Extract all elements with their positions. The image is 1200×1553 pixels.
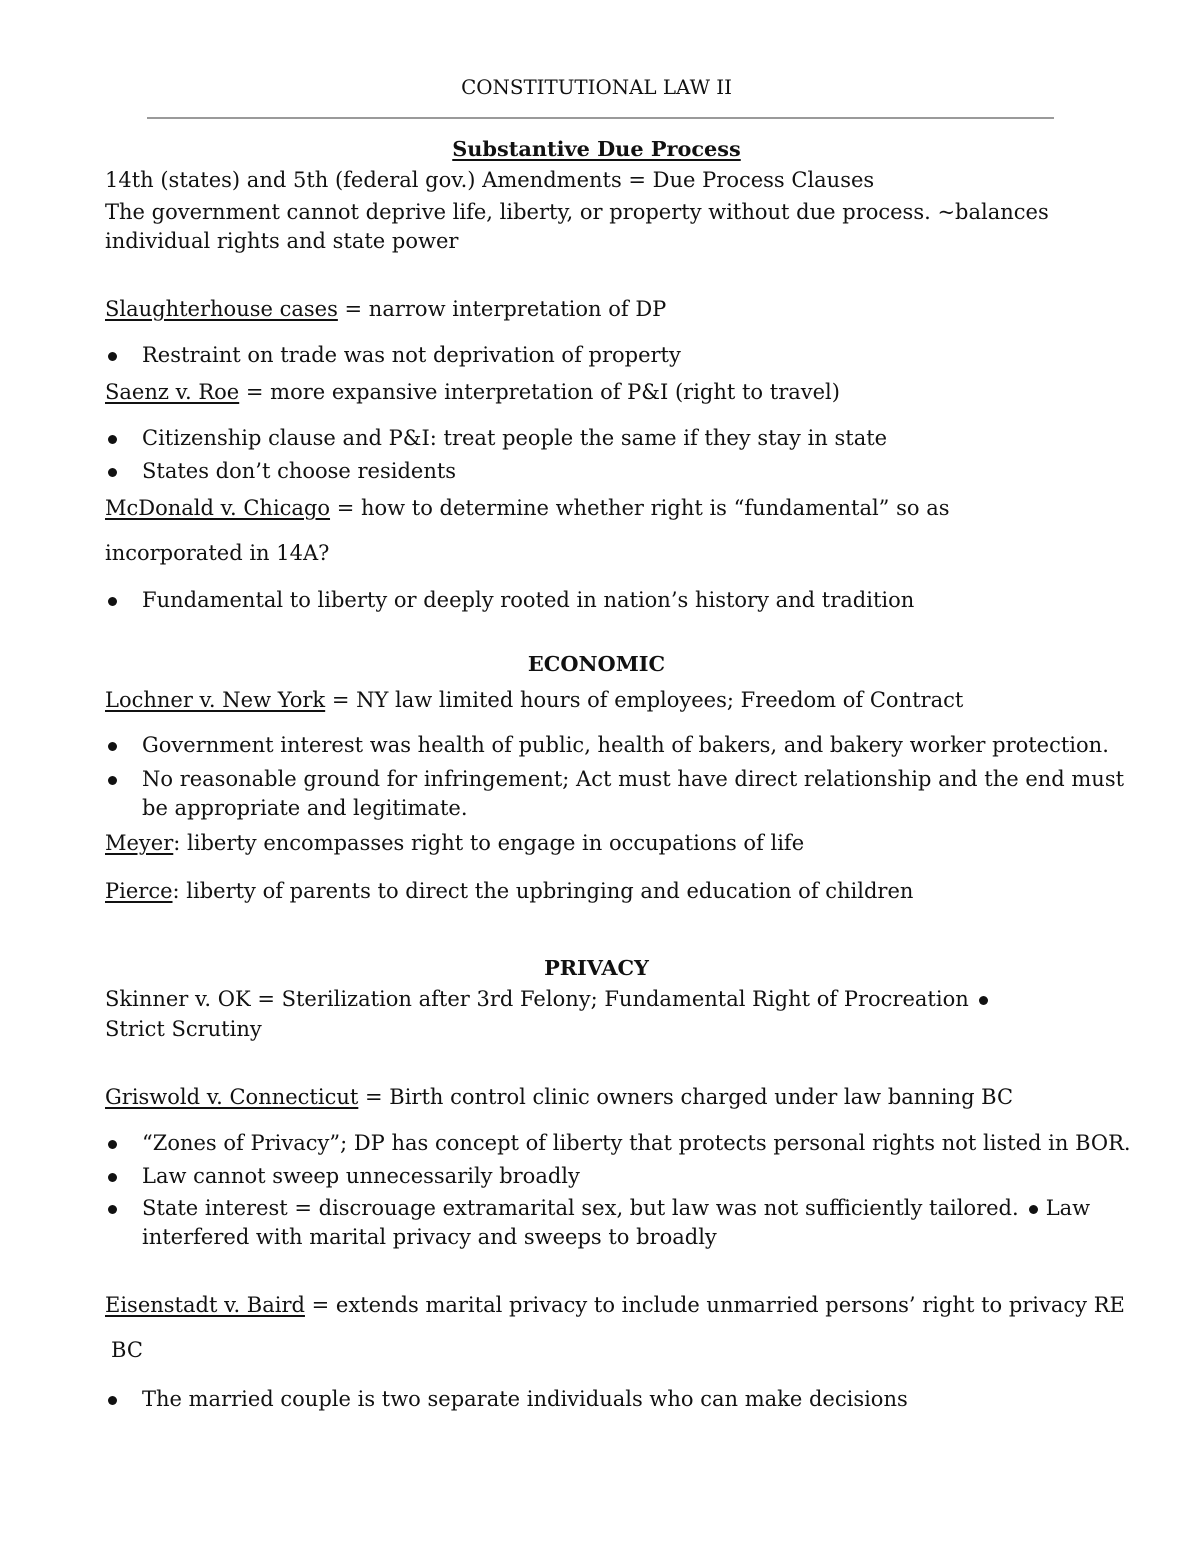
bullet-icon: [108, 1205, 117, 1214]
case-name: Saenz v. Roe: [105, 380, 240, 404]
header-divider: [147, 117, 1054, 119]
bullet-text-part: State interest = discrouage extramarital sex, but law was not sufficiently tailored.: [142, 1196, 1019, 1220]
bullet-icon: [108, 435, 117, 444]
bullet-text: “Zones of Privacy”; DP has concept of liberty that protects personal rights not listed in BOR.: [142, 1131, 1131, 1155]
case-griswold: [105, 1085, 1013, 1110]
sdp-line-2: The government cannot deprive life, liberty, or property without due process. ~balances: [105, 200, 1049, 224]
case-name: Eisenstadt v. Baird: [105, 1293, 305, 1317]
section-heading-privacy: PRIVACY: [544, 955, 649, 980]
bullet-icon: [108, 776, 117, 785]
bullet-icon: [108, 742, 117, 751]
section-heading-economic: ECONOMIC: [527, 651, 666, 676]
case-name: Lochner v. New York: [105, 688, 326, 712]
case-name: McDonald v. Chicago: [105, 496, 331, 520]
bullet-text-continuation: interfered with marital privacy and sweeps to broadly: [142, 1225, 717, 1249]
sdp-line-1: 14th (states) and 5th (federal gov.) Amendments = Due Process Clauses: [105, 168, 875, 192]
bullet-icon: [108, 468, 117, 477]
case-pierce: [105, 879, 913, 904]
case-saenz: [105, 380, 840, 405]
bullet-text-continuation: be appropriate and legitimate.: [142, 796, 468, 820]
case-meyer: [105, 831, 804, 856]
bullet-icon: [108, 352, 117, 361]
bullet-text: No reasonable ground for infringement; Act must have direct relationship and the end must: [142, 767, 1125, 791]
bullet-text: Law cannot sweep unnecessarily broadly: [142, 1164, 580, 1188]
bullet-text: Government interest was health of public, health of bakers, and bakery worker protection.: [142, 733, 1109, 757]
case-description: = Birth control clinic owners charged under law banning BC: [358, 1085, 1014, 1109]
case-description: = extends marital privacy to include unmarried persons’ right to privacy RE: [304, 1293, 1125, 1317]
case-description: = NY law limited hours of employees; Freedom of Contract: [325, 688, 964, 712]
bullet-text: Citizenship clause and P&I: treat people the same if they stay in state: [142, 426, 888, 450]
case-name: Meyer: [105, 831, 174, 855]
bullet-text: The married couple is two separate individuals who can make decisions: [142, 1387, 908, 1411]
case-description: = more expansive interpretation of P&I (right to travel): [239, 380, 840, 404]
document-header: CONSTITUTIONAL LAW II: [461, 76, 732, 99]
bullet-text: Restraint on trade was not deprivation of property: [142, 343, 681, 367]
case-skinner: [105, 987, 996, 1012]
section-heading-sdp: Substantive Due Process: [452, 136, 741, 161]
case-description: : liberty of parents to direct the upbringing and education of children: [172, 879, 914, 903]
bullet-text: [142, 1196, 1090, 1221]
bullet-icon: [108, 1140, 117, 1149]
bullet-icon: [979, 996, 988, 1005]
bullet-icon: [108, 597, 117, 606]
case-continuation: BC: [111, 1338, 143, 1362]
case-lochner: [105, 688, 963, 713]
bullet-text: States don’t choose residents: [142, 459, 457, 483]
case-text: Skinner v. OK = Sterilization after 3rd Felony; Fundamental Right of Procreation: [105, 987, 969, 1011]
case-eisenstadt: [105, 1293, 1125, 1318]
sdp-line-3: individual rights and state power: [105, 229, 459, 253]
case-description: : liberty encompasses right to engage in occupations of life: [173, 831, 805, 855]
case-slaughterhouse: [105, 297, 666, 322]
case-name: Pierce: [105, 879, 173, 903]
case-continuation: Strict Scrutiny: [105, 1017, 262, 1041]
bullet-text-part: Law: [1045, 1196, 1091, 1220]
bullet-icon: [1029, 1205, 1038, 1214]
case-description: = how to determine whether right is “fundamental” so as: [330, 496, 950, 520]
case-name: Griswold v. Connecticut: [105, 1085, 359, 1109]
case-continuation: incorporated in 14A?: [105, 541, 330, 565]
case-name: Slaughterhouse cases: [105, 297, 338, 321]
bullet-icon: [108, 1396, 117, 1405]
case-description: = narrow interpretation of DP: [337, 297, 667, 321]
bullet-icon: [108, 1173, 117, 1182]
case-mcdonald: [105, 496, 950, 521]
bullet-text: Fundamental to liberty or deeply rooted in nation’s history and tradition: [142, 588, 915, 612]
